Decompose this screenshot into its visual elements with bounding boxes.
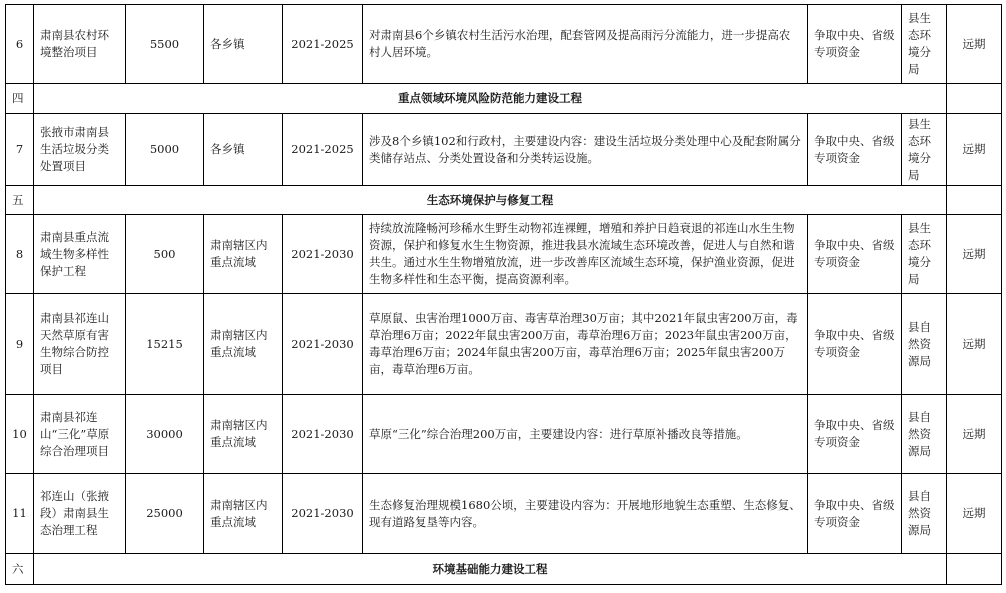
funding-source: 争取中央、省级专项资金 (808, 114, 902, 186)
implementation-term: 远期 (947, 395, 1002, 474)
project-name: 祁连山（张掖段）肃南县生态治理工程 (34, 474, 126, 554)
implementation-term: 远期 (947, 215, 1002, 294)
implementation-term: 远期 (947, 5, 1002, 84)
implementation-term: 远期 (947, 294, 1002, 395)
investment-amount: 500 (126, 215, 204, 294)
section-row (6, 84, 1002, 114)
construction-content: 涉及8个乡镇102和行政村，主要建设内容：建设生活垃圾分类处理中心及配套附属分类储存站点、分类处置设备和分类转运设施。 (363, 114, 808, 186)
row-number: 6 (6, 5, 34, 84)
investment-amount: 30000 (126, 395, 204, 474)
construction-period: 2021-2030 (283, 215, 363, 294)
funding-source: 争取中央、省级专项资金 (808, 294, 902, 395)
section-number: 五 (6, 186, 34, 215)
construction-content: 草原“三化”综合治理200万亩，主要建设内容：进行草原补播改良等措施。 (363, 395, 808, 474)
construction-period: 2021-2030 (283, 474, 363, 554)
investment-amount: 25000 (126, 474, 204, 554)
implementation-term: 远期 (947, 474, 1002, 554)
construction-period: 2021-2030 (283, 395, 363, 474)
section-title: 重点领域环境风险防范能力建设工程 (34, 84, 947, 114)
row-number: 9 (6, 294, 34, 395)
table-row (6, 294, 1002, 395)
table-row (6, 114, 1002, 186)
investment-amount: 5500 (126, 5, 204, 84)
implementation-term: 远期 (947, 114, 1002, 186)
investment-amount: 5000 (126, 114, 204, 186)
row-number: 8 (6, 215, 34, 294)
funding-source: 争取中央、省级专项资金 (808, 395, 902, 474)
construction-period: 2021-2025 (283, 114, 363, 186)
project-name: 肃南县重点流域生物多样性保护工程 (34, 215, 126, 294)
project-table (5, 4, 1002, 585)
project-name: 肃南县祁连山天然草原有害生物综合防控项目 (34, 294, 126, 395)
table-row (6, 395, 1002, 474)
responsible-department: 县生态环境分局 (902, 5, 947, 84)
project-location: 肃南辖区内重点流域 (204, 215, 283, 294)
responsible-department: 县生态环境分局 (902, 215, 947, 294)
project-location: 肃南辖区内重点流域 (204, 395, 283, 474)
construction-content: 对肃南县6个乡镇农村生活污水治理，配套管网及提高雨污分流能力，进一步提高农村人居环境。 (363, 5, 808, 84)
construction-content: 草原鼠、虫害治理1000万亩、毒害草治理30万亩；其中2021年鼠虫害200万亩，毒草治理6万亩；2022年鼠虫害200万亩，毒草治理6万亩；2023年鼠虫害200万亩，毒草治理6万亩；2024年鼠虫害200万亩，毒草治理6万亩；2025年鼠虫害200万亩，毒草治理6万亩。 (363, 294, 808, 395)
project-name: 肃南县农村环境整治项目 (34, 5, 126, 84)
construction-content: 生态修复治理规模1680公顷，主要建设内容为：开展地形地貌生态重塑、生态修复、现有道路复垦等内容。 (363, 474, 808, 554)
section-number: 四 (6, 84, 34, 114)
empty-cell (947, 84, 1002, 114)
section-title: 生态环境保护与修复工程 (34, 186, 947, 215)
construction-content: 持续放流隆畅河珍稀水生野生动物祁连裸鲤，增殖和养护日趋衰退的祁连山水生生物资源，保护和修复水生生物资源，推进我县水流域生态环境改善，促进人与自然和谐共生。通过水生生物增殖放流，进一步改善库区流域生态环境，保护渔业资源，促进生物多样性和生态平衡，提高资源利率。 (363, 215, 808, 294)
responsible-department: 县自然资源局 (902, 474, 947, 554)
project-location: 各乡镇 (204, 5, 283, 84)
table-row (6, 5, 1002, 84)
table-row (6, 215, 1002, 294)
project-location: 肃南辖区内重点流域 (204, 474, 283, 554)
funding-source: 争取中央、省级专项资金 (808, 474, 902, 554)
responsible-department: 县生态环境分局 (902, 114, 947, 186)
empty-cell (947, 554, 1002, 585)
project-name: 张掖市肃南县生活垃圾分类处置项目 (34, 114, 126, 186)
section-row (6, 554, 1002, 585)
funding-source: 争取中央、省级专项资金 (808, 5, 902, 84)
project-location: 肃南辖区内重点流域 (204, 294, 283, 395)
section-row (6, 186, 1002, 215)
construction-period: 2021-2030 (283, 294, 363, 395)
construction-period: 2021-2025 (283, 5, 363, 84)
section-title: 环境基础能力建设工程 (34, 554, 947, 585)
row-number: 10 (6, 395, 34, 474)
row-number: 11 (6, 474, 34, 554)
investment-amount: 15215 (126, 294, 204, 395)
project-name: 肃南县祁连山“三化”草原综合治理项目 (34, 395, 126, 474)
empty-cell (947, 186, 1002, 215)
project-location: 各乡镇 (204, 114, 283, 186)
section-number: 六 (6, 554, 34, 585)
responsible-department: 县自然资源局 (902, 395, 947, 474)
table-row (6, 474, 1002, 554)
responsible-department: 县自然资源局 (902, 294, 947, 395)
row-number: 7 (6, 114, 34, 186)
funding-source: 争取中央、省级专项资金 (808, 215, 902, 294)
